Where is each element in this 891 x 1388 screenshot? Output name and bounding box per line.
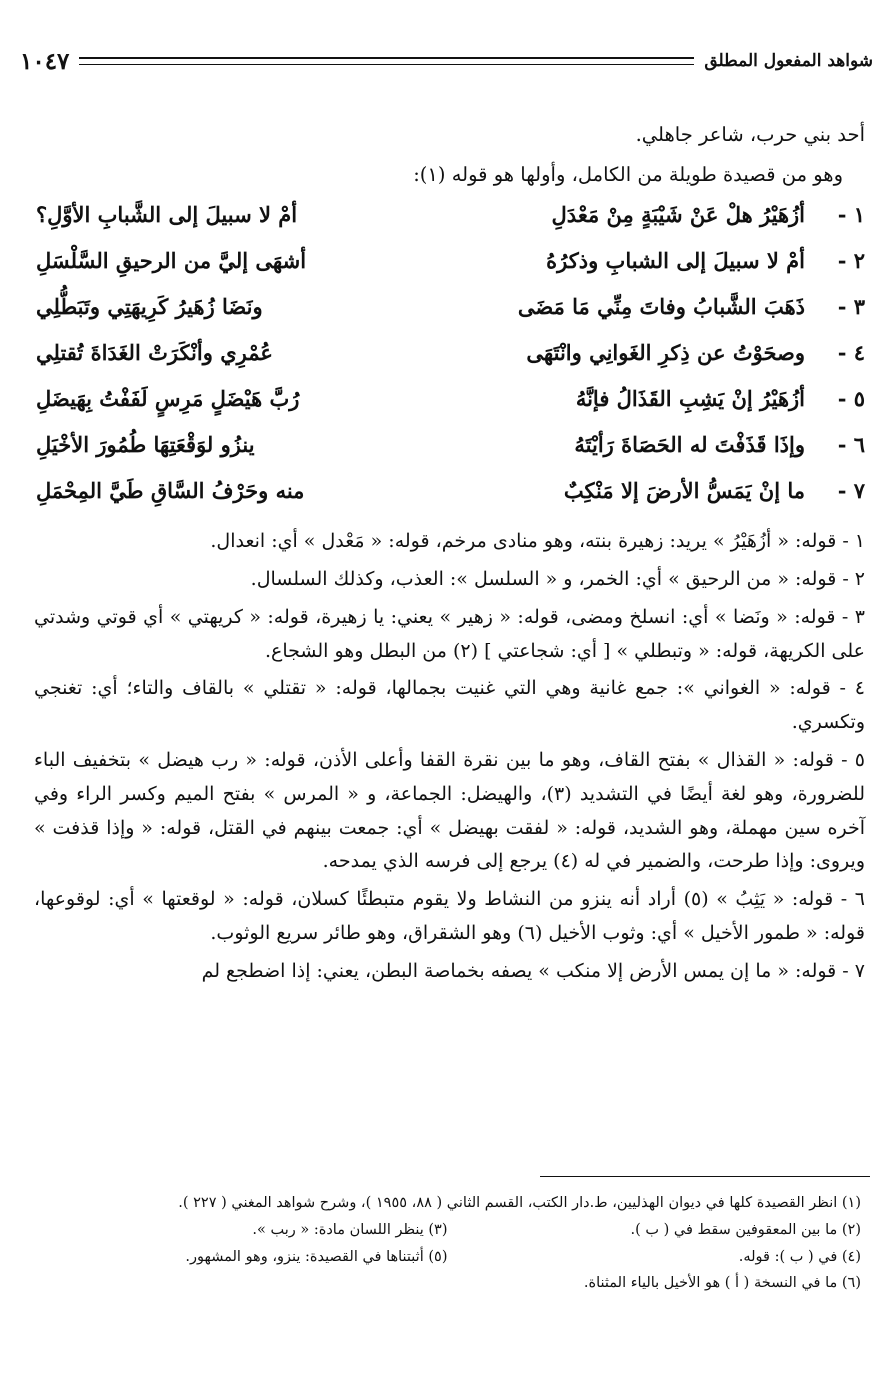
verse-number: ٥ -: [837, 386, 865, 412]
verse-second-hemistich: أشهَى إليَّ من الرحيقِ السَّلْسَلِ: [36, 248, 307, 274]
verse-first-hemistich: ذَهَبَ الشَّبابُ وفاتَ مِنِّي مَا مَضَى: [517, 294, 805, 320]
verse: [34, 243, 865, 289]
footnote-row: [34, 1217, 861, 1244]
verse-second-hemistich: منه وحَرْفُ السَّاقِ طَيَّ المِحْمَلِ: [36, 478, 305, 504]
verse-first-hemistich: أزُهَيْرُ هلْ عَنْ شَيْبَةٍ مِنْ مَعْدَلِ: [551, 202, 805, 228]
page-number: ١٠٤٧: [20, 47, 70, 75]
verse-second-hemistich: عُمْرِي وأنْكَرَتْ الغَدَاةَ تُقتلِي: [36, 340, 273, 366]
verse-number: ٧ -: [837, 478, 865, 504]
footnote: (١) انظر القصيدة كلها في ديوان الهذليين، ط.دار الكتب، القسم الثاني ( ٨٨، ١٩٥٥ )، وشرح شواهد المغني ( ٢٢٧ ).: [178, 1195, 861, 1211]
verse: [34, 381, 865, 427]
header-rule: [79, 57, 694, 65]
footnotes: [34, 1190, 861, 1297]
footnote: (٣) ينظر اللسان مادة: « ربب ».: [252, 1221, 448, 1238]
verse: [34, 427, 865, 473]
footnote: (٤) في ( ب ): قوله.: [738, 1248, 861, 1265]
footnote: (٥) أثبتناها في القصيدة: ينزو، وهو المشهور.: [185, 1248, 448, 1265]
verse: [34, 335, 865, 381]
commentary-paragraph: ٦ - قوله: « يَثِبُ » (٥) أراد أنه ينزو من النشاط ولا يقوم متبطئًا كسلان، قوله: « لوقعتها » أي: لوقوعها، قوله: « طمور الأخيل » أي: وثوب الأخيل (٦) وهو الشقراق، وهو طائر سريع الوثوب.: [34, 888, 865, 944]
page-header: [20, 44, 873, 78]
footnote: (٦) ما في النسخة ( أ ) هو الأخيل بالياء المثناة.: [583, 1275, 861, 1292]
verse-second-hemistich: أمْ لا سبيلَ إلى الشَّبابِ الأوَّلِ؟: [36, 202, 298, 228]
commentary-paragraph: ٢ - قوله: « من الرحيق » أي: الخمر، و « السلسل »: العذب، وكذلك السلسال.: [250, 567, 865, 590]
commentary-paragraph: ٥ - قوله: « القذال » بفتح القاف، وهو ما بين نقرة القفا وأعلى الأذن، قوله: « رب هيضل » بتخفيف الباء للضرورة، وهو لغة أيضًا في التشديد (٣)، والهيضل: الجماعة، و « المرس » بفتح الميم وكسر الراء وفي آخره سين مهملة، وهو الشديد، قوله: « لفقت بهيضل » أي: جمعت بينهم في القتل، قوله: « وإذا قذفت » ويروى: وإذا طرحت، والضمير في له (٤) يرجع إلى فرسه الذي يمدحه.: [34, 748, 865, 873]
running-title: شواهد المفعول المطلق: [704, 51, 873, 71]
verse-second-hemistich: ونَضَا زُهَيرُ كَرِيهَتِي وتَبَطُّلِي: [36, 294, 263, 320]
verse-first-hemistich: أزُهَيْرُ إنْ يَشِبِ القَذَالُ فإنَّهُ: [575, 386, 805, 412]
verse: [34, 197, 865, 243]
footnote: (٢) ما بين المعقوفين سقط في ( ب ).: [630, 1221, 861, 1238]
verse: [34, 473, 865, 519]
commentary-paragraph: ٣ - قوله: « ونَضا » أي: انسلخ ومضى، قوله: « زهير » يعني: يا زهيرة، قوله: « كريهتي » أي قوتي وشدتي على الكريهة، قوله: « وتبطلي » [ أي: شجاعتي ] (٢) من البطل وهو الشجاع.: [34, 605, 865, 662]
main-text: [34, 118, 865, 993]
verse-number: ١ -: [837, 202, 865, 228]
commentary: [34, 525, 865, 989]
verse-number: ٢ -: [837, 248, 865, 274]
commentary-paragraph: ٧ - قوله: « ما إن يمس الأرض إلا منكب » يصفه بخماصة البطن، يعني: إذا اضطجع لم: [201, 959, 865, 982]
verse-second-hemistich: رُبَّ هَيْضَلٍ مَرِسٍ لَفَفْتُ بِهَيضَلِ: [36, 386, 300, 412]
verse-number: ٣ -: [837, 294, 865, 320]
footnote-rule: [540, 1176, 870, 1177]
verse: [34, 289, 865, 335]
intro-line: وهو من قصيدة طويلة من الكامل، وأولها هو قوله (١):: [413, 162, 843, 186]
footnote-row: [34, 1244, 861, 1271]
verse-number: ٤ -: [837, 340, 865, 366]
verse-second-hemistich: ينزُو لوَقْعَتِهَا طُمُورَ الأخْيَلِ: [36, 432, 255, 458]
poem: [34, 197, 865, 519]
verse-first-hemistich: ما إنْ يَمَسُّ الأرضَ إلا مَنْكِبٌ: [563, 478, 805, 504]
intro-line: أحد بني حرب، شاعر جاهلي.: [635, 123, 865, 146]
verse-number: ٦ -: [837, 432, 865, 458]
commentary-paragraph: ٤ - قوله: « الغواني »: جمع غانية وهي التي غنيت بجمالها، قوله: « تقتلي » بالقاف والتاء؛ أي: تغنجي وتكسري.: [34, 677, 865, 734]
verse-first-hemistich: أمْ لا سبيلَ إلى الشبابِ وذكرُهُ: [546, 248, 805, 274]
verse-first-hemistich: وإذَا قَذَفْتَ له الحَصَاةَ رَأيْتَهُ: [574, 432, 805, 458]
commentary-paragraph: ١ - قوله: « أزُهَيْرُ » يريد: زهيرة بنته، وهو منادى مرخم، قوله: « مَعْدل » أي: انعدال.: [210, 530, 865, 553]
verse-first-hemistich: وصحَوْتُ عن ذِكرِ الغَوانِي وانْتَهَى: [526, 340, 805, 366]
